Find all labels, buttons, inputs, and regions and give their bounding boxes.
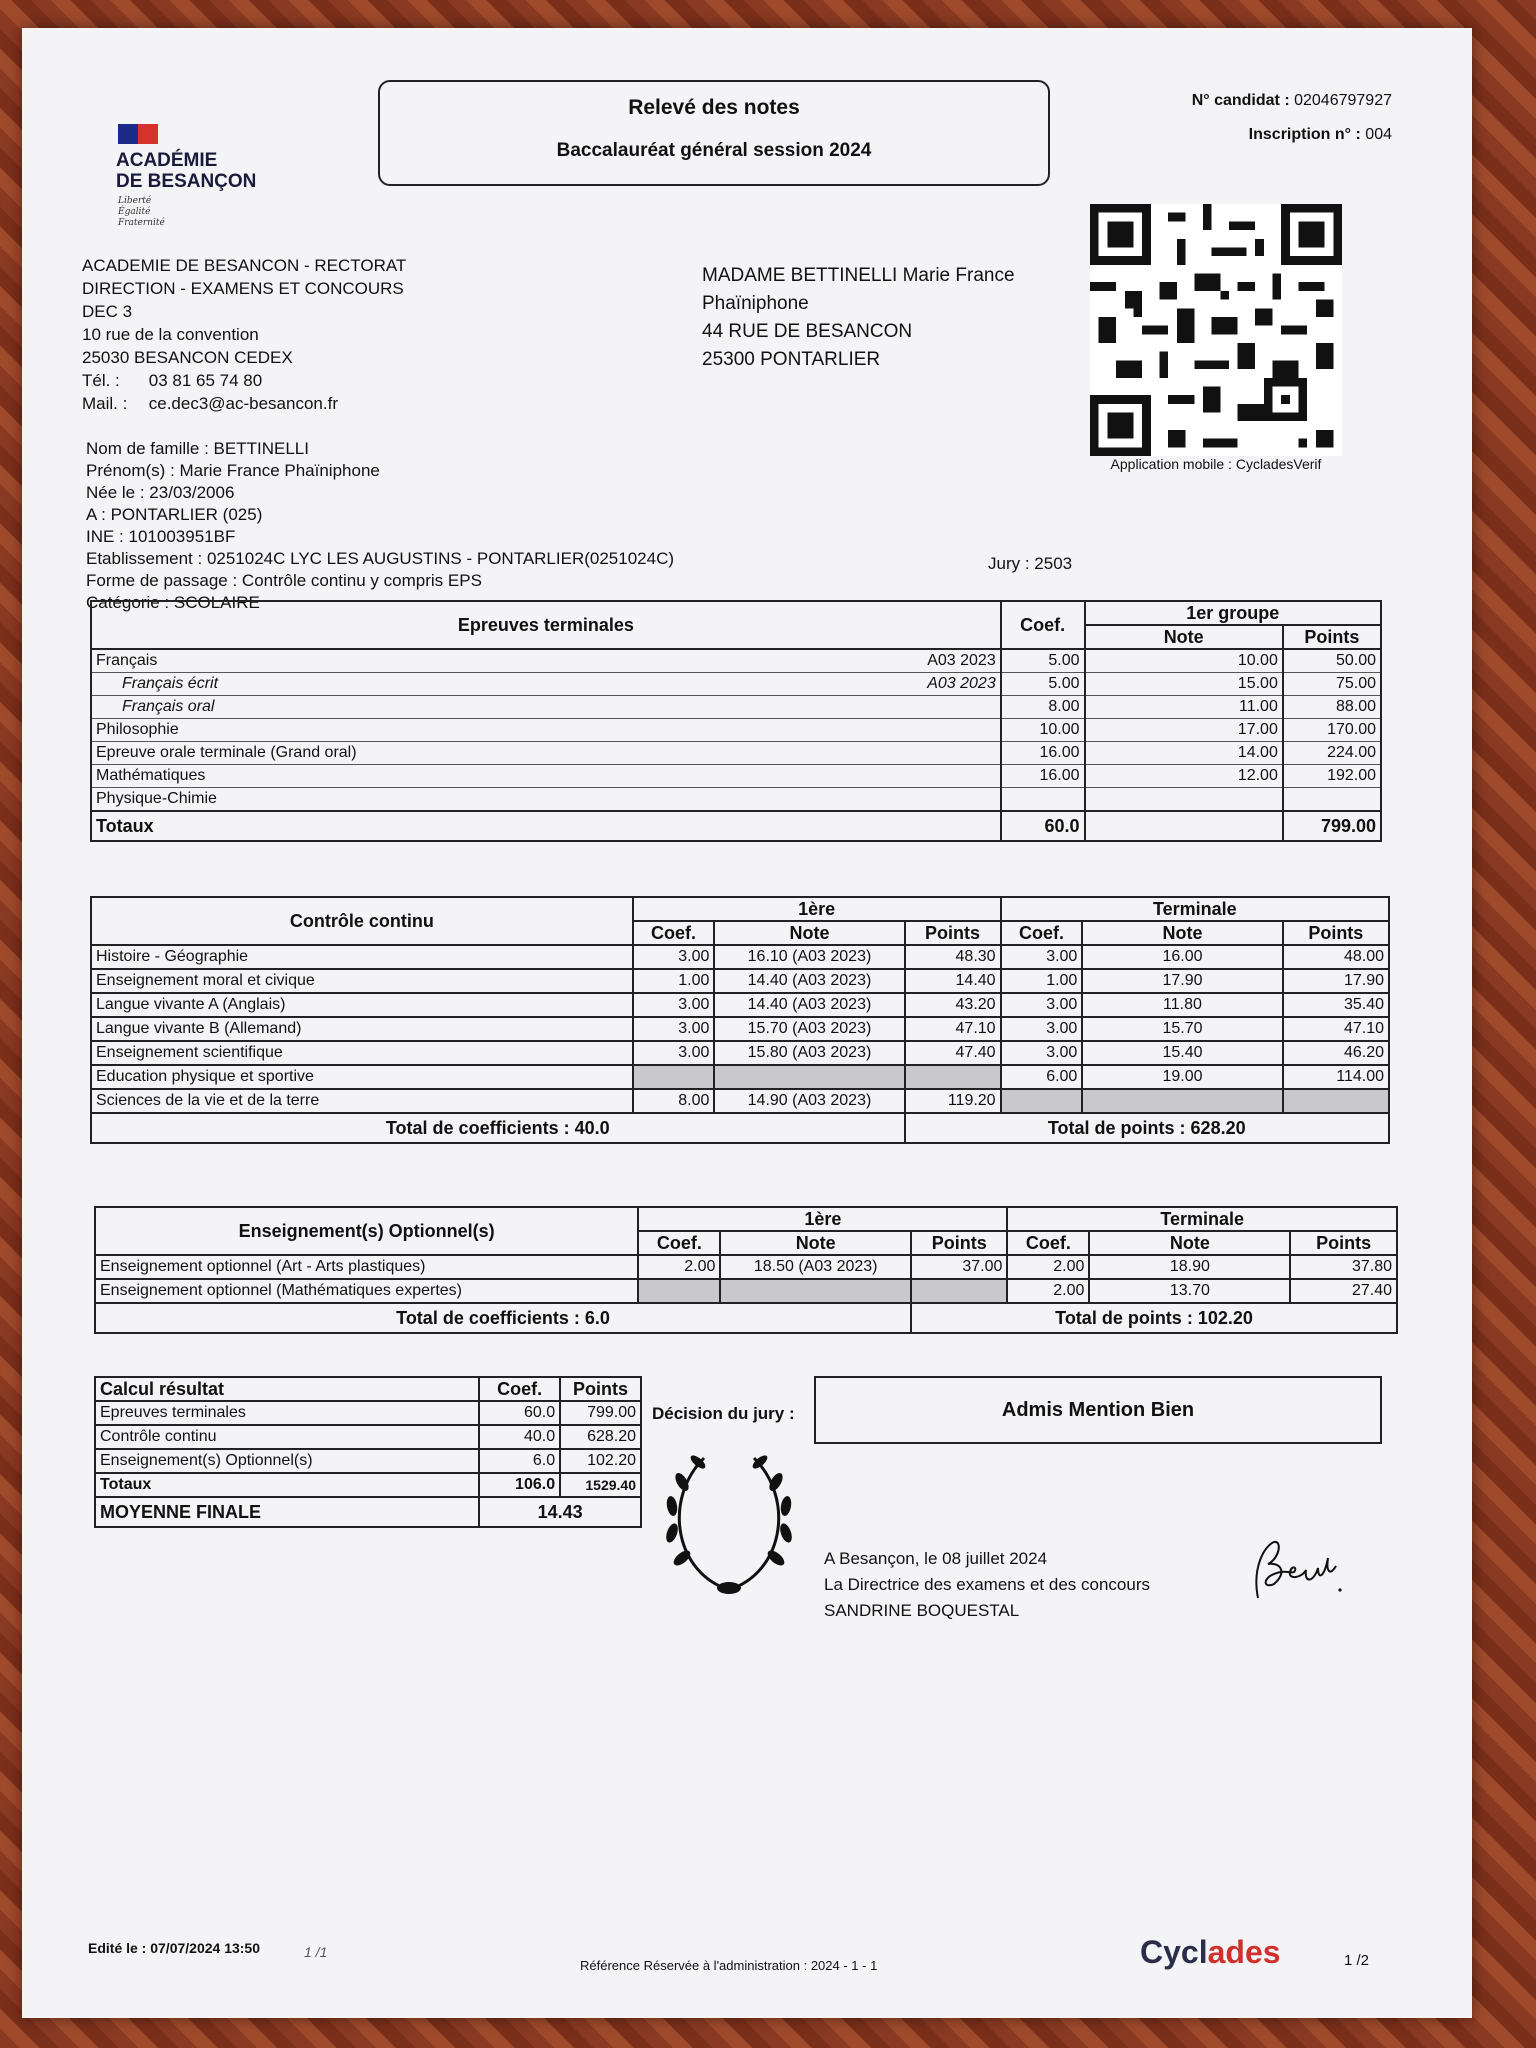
- calcul-resultat-table: [94, 1376, 642, 1528]
- table-row: [91, 945, 1389, 969]
- sender-address: ACADEMIE DE BESANCON - RECTORAT DIRECTION - EXAMENS ET CONCOURS DEC 3 10 rue de la convention 25030 BESANCON CEDEX Tél. : 03 81 65 74 80 Mail. : ce.dec3@ac-besancon.fr: [82, 256, 407, 413]
- republic-motto: Liberté Égalité Fraternité: [118, 196, 165, 228]
- col-header: Coef.: [479, 1377, 560, 1401]
- points-cell: 43.20: [905, 993, 1001, 1017]
- component-name: Enseignement(s) Optionnel(s): [95, 1449, 479, 1473]
- coef-cell: 6.00: [1001, 1065, 1083, 1089]
- points-cell: 799.00: [560, 1401, 641, 1425]
- note-cell: 15.70: [1082, 1017, 1282, 1041]
- coef-cell: 2.00: [638, 1255, 720, 1279]
- points-cell: [1283, 788, 1381, 812]
- col-header: 1er groupe: [1085, 601, 1381, 625]
- note-cell: 11.00: [1085, 696, 1283, 719]
- decision-value: Admis Mention Bien: [814, 1376, 1382, 1444]
- col-header: Coef.: [633, 921, 715, 945]
- component-name: Epreuves terminales: [95, 1401, 479, 1425]
- points-cell: 48.30: [905, 945, 1001, 969]
- epreuves-terminales-table: [90, 600, 1382, 842]
- coef-cell: 3.00: [1001, 1041, 1083, 1065]
- col-header: Points: [905, 921, 1001, 945]
- table-row: [91, 696, 1381, 719]
- jury-number: Jury : 2503: [988, 554, 1073, 573]
- note-cell: 19.00: [1082, 1065, 1282, 1089]
- qr-code-icon: [1090, 204, 1342, 456]
- points-cell: 37.00: [911, 1255, 1007, 1279]
- coef-cell: [638, 1279, 720, 1303]
- recipient-address: MADAME BETTINELLI Marie France Phaïniphone 44 RUE DE BESANCON 25300 PONTARLIER: [702, 265, 1015, 370]
- points-cell: 46.20: [1283, 1041, 1389, 1065]
- col-header: Coef.: [1007, 1231, 1089, 1255]
- points-cell: 88.00: [1283, 696, 1381, 719]
- subject-name: Histoire - Géographie: [91, 945, 633, 969]
- table-row: [91, 1089, 1389, 1113]
- table-row: [95, 1401, 641, 1425]
- table-row: [95, 1279, 1397, 1303]
- note-cell: 14.00: [1085, 742, 1283, 765]
- points-cell: 35.40: [1283, 993, 1389, 1017]
- coef-cell: 5.00: [1001, 673, 1085, 696]
- coef-cell: 60.0: [479, 1401, 560, 1425]
- total-label: Totaux: [95, 1473, 479, 1497]
- inner-page-number: 1 /1: [304, 1944, 328, 1960]
- table-row: [95, 1449, 641, 1473]
- coef-cell: 8.00: [1001, 696, 1085, 719]
- points-cell: 50.00: [1283, 649, 1381, 673]
- coef-cell: 1.00: [633, 969, 715, 993]
- note-cell: 17.00: [1085, 719, 1283, 742]
- points-cell: 102.20: [560, 1449, 641, 1473]
- points-cell: 37.80: [1290, 1255, 1397, 1279]
- total-points: 799.00: [1283, 811, 1381, 841]
- subject-name: Enseignement optionnel (Mathématiques expertes): [95, 1279, 638, 1303]
- points-cell: 47.40: [905, 1041, 1001, 1065]
- total-points: Total de points : 628.20: [905, 1113, 1389, 1143]
- table-row: [91, 1065, 1389, 1089]
- col-header: Note: [1085, 625, 1283, 649]
- decision-label: Décision du jury :: [652, 1404, 795, 1423]
- total-coef: 60.0: [1001, 811, 1085, 841]
- points-cell: 628.20: [560, 1425, 641, 1449]
- note-cell: 14.40 (A03 2023): [714, 993, 904, 1017]
- note-cell: 15.70 (A03 2023): [714, 1017, 904, 1041]
- note-cell: 10.00: [1085, 649, 1283, 673]
- points-cell: 192.00: [1283, 765, 1381, 788]
- coef-cell: [1001, 1089, 1083, 1113]
- table-row: [91, 765, 1381, 788]
- note-cell: 17.90: [1082, 969, 1282, 993]
- note-cell: 16.00: [1082, 945, 1282, 969]
- note-cell: 15.00: [1085, 673, 1283, 696]
- points-cell: 27.40: [1290, 1279, 1397, 1303]
- coef-cell: 3.00: [633, 1041, 715, 1065]
- total-coef: 106.0: [479, 1473, 560, 1497]
- candidate-info: Nom de famille : BETTINELLI Prénom(s) : Marie France Phaïniphone Née le : 23/03/2006 A : PONTARLIER (025) INE : 101003951BF Etablissement : 0251024C LYC LES AUGUSTINS - PONTARLIER(0251024C) Forme de passage : Contrôle continu y compris EPS Catégorie : SCOLAIRE: [86, 439, 675, 612]
- note-cell: 18.90: [1089, 1255, 1290, 1279]
- col-header: Points: [1283, 625, 1381, 649]
- col-header: Calcul résultat: [95, 1377, 479, 1401]
- note-cell: 12.00: [1085, 765, 1283, 788]
- table-row: [95, 1425, 641, 1449]
- note-cell: 11.80: [1082, 993, 1282, 1017]
- coef-cell: 6.0: [479, 1449, 560, 1473]
- subject-name: Langue vivante A (Anglais): [91, 993, 633, 1017]
- document-page: [22, 28, 1472, 2018]
- coef-cell: 3.00: [633, 1017, 715, 1041]
- points-cell: 47.10: [905, 1017, 1001, 1041]
- edited-date: Edité le : 07/07/2024 13:50: [88, 1940, 260, 1956]
- points-cell: 14.40: [905, 969, 1001, 993]
- subject-name: Epreuve orale terminale (Grand oral): [91, 742, 1001, 765]
- coef-cell: 3.00: [1001, 1017, 1083, 1041]
- col-header: Coef.: [638, 1231, 720, 1255]
- table-row: [91, 993, 1389, 1017]
- document-subtitle: Baccalauréat général session 2024: [556, 140, 872, 161]
- signature-block: A Besançon, le 08 juillet 2024 La Directrice des examens et des concours SANDRINE BOQUESTAL: [824, 1549, 1150, 1620]
- laurel-wreath-icon: [654, 1438, 804, 1598]
- subject-name: Education physique et sportive: [91, 1065, 633, 1089]
- col-header: 1ère: [633, 897, 1001, 921]
- col-header: Terminale: [1001, 897, 1389, 921]
- table-row: [91, 788, 1381, 812]
- candidate-ids: N° candidat : 02046797927 Inscription n° : 004: [1191, 92, 1392, 143]
- coef-cell: 1.00: [1001, 969, 1083, 993]
- subject-name: Enseignement scientifique: [91, 1041, 633, 1065]
- col-header: Coef.: [1001, 601, 1085, 649]
- col-header: 1ère: [638, 1207, 1007, 1231]
- cyclades-logo: Cyclades: [1140, 1934, 1281, 1970]
- coef-cell: [1001, 788, 1085, 812]
- coef-cell: 3.00: [1001, 945, 1083, 969]
- col-header: Note: [1089, 1231, 1290, 1255]
- subject-name: Mathématiques: [91, 765, 1001, 788]
- controle-continu-table: [90, 896, 1390, 1144]
- subject-name: Enseignement optionnel (Art - Arts plastiques): [95, 1255, 638, 1279]
- total-coef: Total de coefficients : 40.0: [91, 1113, 905, 1143]
- subject-name: Langue vivante B (Allemand): [91, 1017, 633, 1041]
- table-row: [91, 649, 1381, 673]
- points-cell: [911, 1279, 1007, 1303]
- academie-logo: ACADÉMIE DE BESANÇON: [116, 150, 257, 192]
- col-header: Points: [911, 1231, 1007, 1255]
- points-cell: 114.00: [1283, 1065, 1389, 1089]
- points-cell: [905, 1065, 1001, 1089]
- col-header: Points: [1283, 921, 1389, 945]
- total-coef: Total de coefficients : 6.0: [95, 1303, 911, 1333]
- coef-cell: 3.00: [633, 993, 715, 1017]
- note-cell: 16.10 (A03 2023): [714, 945, 904, 969]
- coef-cell: 3.00: [1001, 993, 1083, 1017]
- points-cell: 224.00: [1283, 742, 1381, 765]
- col-header: Note: [720, 1231, 911, 1255]
- note-cell: 13.70: [1089, 1279, 1290, 1303]
- coef-cell: 2.00: [1007, 1255, 1089, 1279]
- note-cell: 14.90 (A03 2023): [714, 1089, 904, 1113]
- coef-cell: 10.00: [1001, 719, 1085, 742]
- marianne-flag-icon: [118, 124, 158, 144]
- subject-name: Enseignement moral et civique: [91, 969, 633, 993]
- coef-cell: 5.00: [1001, 649, 1085, 673]
- moyenne-label: MOYENNE FINALE: [95, 1497, 479, 1527]
- col-header: Coef.: [1001, 921, 1083, 945]
- table-row: [95, 1255, 1397, 1279]
- subject-name: Physique-Chimie: [91, 788, 1001, 812]
- col-header: Points: [560, 1377, 641, 1401]
- points-cell: [1283, 1089, 1389, 1113]
- table-row: [91, 969, 1389, 993]
- qr-caption: Application mobile : CycladesVerif: [1110, 456, 1322, 472]
- table-row: [91, 673, 1381, 696]
- total-label: Totaux: [91, 811, 1001, 841]
- table-row: [91, 719, 1381, 742]
- points-cell: 47.10: [1283, 1017, 1389, 1041]
- coef-cell: 2.00: [1007, 1279, 1089, 1303]
- coef-cell: 3.00: [633, 945, 715, 969]
- coef-cell: 40.0: [479, 1425, 560, 1449]
- optionnels-table: [94, 1206, 1398, 1334]
- table-row: [91, 742, 1381, 765]
- table-row: [91, 1041, 1389, 1065]
- col-header: Points: [1290, 1231, 1397, 1255]
- note-cell: [714, 1065, 904, 1089]
- col-header: Note: [1082, 921, 1282, 945]
- note-cell: 15.40: [1082, 1041, 1282, 1065]
- col-header: Contrôle continu: [91, 897, 633, 945]
- subject-name: Français écrit A03 2023: [91, 673, 1001, 696]
- note-cell: 15.80 (A03 2023): [714, 1041, 904, 1065]
- points-cell: 75.00: [1283, 673, 1381, 696]
- table-row: [91, 1017, 1389, 1041]
- subject-name: Sciences de la vie et de la terre: [91, 1089, 633, 1113]
- coef-cell: 16.00: [1001, 742, 1085, 765]
- page-number: 1 /2: [1344, 1952, 1370, 1969]
- points-cell: 17.90: [1283, 969, 1389, 993]
- coef-cell: [633, 1065, 715, 1089]
- note-cell: 14.40 (A03 2023): [714, 969, 904, 993]
- col-header: Note: [714, 921, 904, 945]
- component-name: Contrôle continu: [95, 1425, 479, 1449]
- total-points: Total de points : 102.20: [911, 1303, 1397, 1333]
- col-header: Epreuves terminales: [91, 601, 1001, 649]
- subject-name: Français oral: [91, 696, 1001, 719]
- points-cell: 170.00: [1283, 719, 1381, 742]
- points-cell: 119.20: [905, 1089, 1001, 1113]
- note-cell: [1085, 788, 1283, 812]
- subject-name: Philosophie: [91, 719, 1001, 742]
- document-title-box: [378, 80, 1050, 186]
- note-cell: 18.50 (A03 2023): [720, 1255, 911, 1279]
- col-header: Terminale: [1007, 1207, 1397, 1231]
- coef-cell: 16.00: [1001, 765, 1085, 788]
- moyenne-value: 14.43: [479, 1497, 641, 1527]
- points-cell: 48.00: [1283, 945, 1389, 969]
- coef-cell: 8.00: [633, 1089, 715, 1113]
- subject-name: Français A03 2023: [91, 649, 1001, 673]
- note-cell: [720, 1279, 911, 1303]
- handwritten-signature: [1244, 1528, 1344, 1608]
- col-header: Enseignement(s) Optionnel(s): [95, 1207, 638, 1255]
- admin-reference: Référence Réservée à l'administration : 2024 - 1 - 1: [580, 1958, 878, 1973]
- document-title: Relevé des notes: [628, 96, 800, 119]
- note-cell: [1082, 1089, 1282, 1113]
- total-points: 1529.40: [560, 1473, 641, 1497]
